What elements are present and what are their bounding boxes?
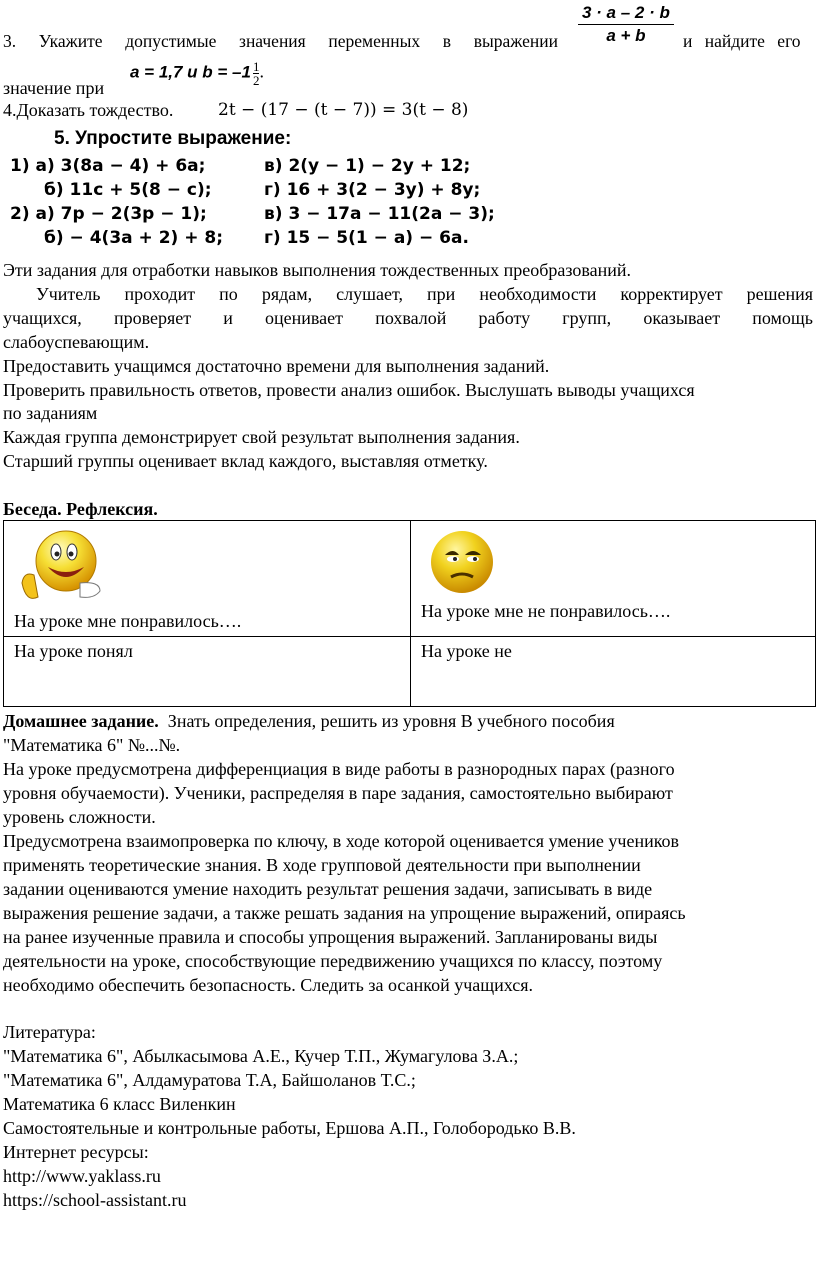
task3-line2 (3, 76, 104, 100)
ex-row2-right: г) 16 + 3(2 − 3y) + 8y; (264, 180, 481, 200)
cell-liked (4, 521, 411, 637)
task3-prefix: 3. Укажите допустимые значения переменных в выражении (3, 31, 558, 51)
body-p3: Предоставить учащимся достаточно времени для выполнения заданий. (3, 356, 550, 376)
cell-not-understood-text: На уроке не (421, 641, 512, 661)
homework-l9: выражения решение задачи, а также решать задания на упрощение выражений, опираясь (3, 903, 686, 923)
homework-l7: применять теоретические знания. В ходе групповой деятельности при выполнении (3, 855, 641, 875)
task3-suffix: и найдите его (683, 31, 801, 51)
body-p4-l2: по заданиям (3, 403, 98, 423)
literature-link-yaklass[interactable]: http://www.yaklass.ru (3, 1166, 161, 1186)
homework-l4: уровня обучаемости). Ученики, распределяя в паре задания, самостоятельно выбирают (3, 783, 673, 803)
reflection-heading: Беседа. Рефлексия. (3, 499, 158, 519)
homework-l3: На уроке предусмотрена дифференциация в виде работы в разнородных парах (разного (3, 759, 675, 779)
values-text: a = 1,7 и b = –1 (130, 62, 251, 82)
mixed-num: 1 (252, 59, 260, 74)
task3-fraction (578, 2, 674, 47)
ex-row2-left: б) 11c + 5(8 − c); (44, 180, 212, 200)
task4-label: 4.Доказать тождество. (3, 100, 174, 120)
exercise5-title: 5. Упростите выражение: (54, 128, 292, 149)
ex-row3-left: 2) а) 7p − 2(3p − 1); (10, 204, 207, 224)
values-dot: . (259, 61, 264, 82)
homework-label: Домашнее задание. (3, 711, 159, 731)
cell-understood (4, 637, 411, 707)
cell-liked-text: На уроке мне понравилось…. (14, 611, 242, 631)
mixed-den: 2 (252, 73, 260, 88)
ex-row1-right: в) 2(y − 1) − 2y + 12; (264, 156, 471, 176)
fraction-numerator: 3 · a – 2 · b (578, 2, 674, 25)
literature-item: Самостоятельные и контрольные работы, Ершова А.П., Голобородько В.В. (3, 1118, 576, 1138)
literature-item: "Математика 6", Абылкасымова А.Е., Кучер Т.П., Жумагулова З.А.; (3, 1046, 519, 1066)
body-p4-l1: Проверить правильность ответов, провести анализ ошибок. Выслушать выводы учащихся (3, 380, 695, 400)
homework-l5: уровень сложности. (3, 807, 156, 827)
cell-disliked (411, 521, 816, 637)
body-p5: Каждая группа демонстрирует свой результат выполнения задания. (3, 427, 520, 447)
homework-l11: деятельности на уроке, способствующие передвижению учащихся по классу, поэтому (3, 951, 663, 971)
reflection-table (3, 520, 816, 707)
body-p2-l2 (3, 306, 813, 330)
fraction-denominator: a + b (606, 26, 646, 45)
body-p1: Эти задания для отработки навыков выполнения тождественных преобразований. (3, 260, 632, 280)
ex-row3-right: в) 3 − 17a − 11(2a − 3); (264, 204, 495, 224)
task3-line2-text: значение при (3, 78, 105, 98)
body-p2-l3: слабоуспевающим. (3, 332, 150, 352)
cell-disliked-text: На уроке мне не понравилось…. (421, 601, 671, 621)
p2-l1-text: Учитель проходит по рядам, слушает, при необходимости корректирует решения (36, 284, 813, 304)
table-row (4, 521, 816, 637)
task3-values (130, 60, 264, 87)
table-row (4, 637, 816, 707)
task3-line1 (3, 29, 558, 53)
body-p2-l1 (36, 282, 813, 306)
literature-item: Интернет ресурсы: (3, 1142, 149, 1162)
literature-link-school-assistant[interactable]: https://school-assistant.ru (3, 1190, 187, 1210)
ex-row1-left: 1) а) 3(8a − 4) + 6a; (10, 156, 206, 176)
homework-l1 (3, 709, 615, 733)
ex-row4-left: б) − 4(3a + 2) + 8; (44, 228, 224, 248)
homework-l1-text: Знать определения, решить из уровня В учебного пособия (167, 711, 615, 731)
cell-understood-text: На уроке понял (14, 641, 133, 661)
task4-line (3, 98, 173, 122)
homework-l12: необходимо обеспечить безопасность. Следить за осанкой учащихся. (3, 975, 533, 995)
frowning-smiley-icon (429, 529, 495, 595)
literature-item: Математика 6 класс Виленкин (3, 1094, 236, 1114)
literature-item: "Математика 6", Алдамуратова Т.А, Байшоланов Т.С.; (3, 1070, 416, 1090)
homework-l10: на ранее изученные правила и способы упрощения выражений. Запланированы виды (3, 927, 658, 947)
cell-not-understood (411, 637, 816, 707)
task4-identity: 2t − (17 − (t − 7)) = 3(t − 8) (218, 100, 469, 120)
ex-row4-right: г) 15 − 5(1 − a) − 6a. (264, 228, 469, 248)
body-p6: Старший группы оценивает вклад каждого, выставляя отметку. (3, 451, 488, 471)
homework-l2: "Математика 6" №...№. (3, 735, 181, 755)
homework-l8: задании оцениваются умение находить результат решения задачи, записывать в виде (3, 879, 653, 899)
homework-l6: Предусмотрена взаимопроверка по ключу, в ходе которой оценивается умение учеников (3, 831, 680, 851)
happy-smiley-icon (14, 527, 106, 611)
p2-l2-text: учащихся, проверяет и оценивает похвалой работу групп, оказывает помощь (3, 308, 813, 328)
literature-title: Литература: (3, 1022, 96, 1042)
